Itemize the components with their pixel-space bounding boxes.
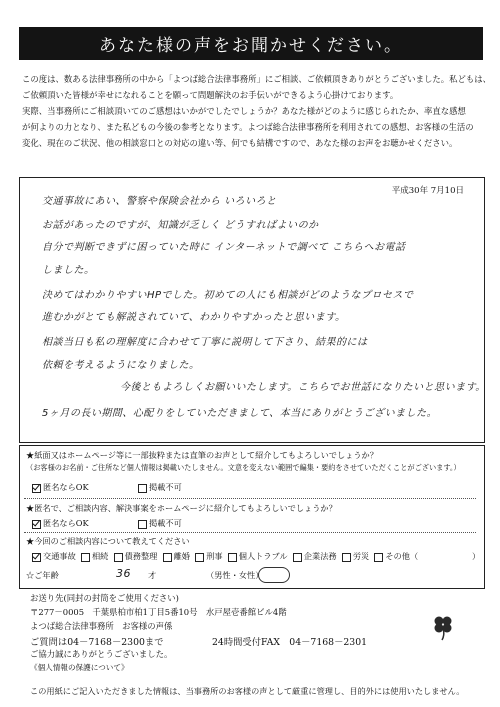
q2-label: ★匿名で、ご相談内容、解決事案をホームページに紹介してもよろしいでしょうか？ [26, 503, 337, 513]
checkbox-icon[interactable] [114, 553, 123, 562]
option-inheritance: 相続 [91, 551, 109, 561]
checkbox-icon[interactable] [228, 553, 237, 562]
checkbox-icon[interactable] [293, 553, 302, 562]
checkbox-checked-icon[interactable] [32, 553, 41, 562]
clover-icon [428, 612, 458, 642]
option-personal: 個人トラブル [238, 551, 288, 561]
handwriting-line-6: 進むかがとても解説されていて、わかりやすかったと思います。 [42, 312, 346, 323]
age-value[interactable]: 36 [116, 567, 131, 580]
other-close-paren: ） [472, 551, 481, 561]
age-label: ☆ご年齢 [26, 570, 59, 580]
checkbox-icon[interactable] [138, 520, 147, 529]
gender-female[interactable]: 女性 [238, 570, 256, 580]
checkbox-icon[interactable] [374, 553, 383, 562]
handwriting-line-2: お話があったのですが、知識が乏しく どうすればよいのか [42, 220, 319, 231]
q1-label: ★紙面又はホームページ等に一部抜粋または直筆のお声として紹介してもよろしいでしょうか？ [26, 450, 378, 460]
option-traffic: 交通事故 [43, 551, 76, 561]
q2-option-anonymous[interactable] [32, 518, 89, 529]
address-postal: 〒277－0005 千葉県柏市柏1丁目5番10号 水戸屋壱番館ビル4階 [30, 607, 287, 617]
q1-note: （お客様のお名前・ご住所など個人情報は掲載いたしません。文意を変えない範囲で編集・要約をさせていただくことがございます。） [26, 463, 461, 472]
q1-option-no-publish[interactable] [138, 482, 182, 493]
consent-form [19, 445, 485, 589]
q1-option-anonymous[interactable] [32, 482, 89, 493]
option-label: 掲載不可 [149, 482, 182, 492]
divider [24, 532, 476, 533]
option-criminal: 刑事 [206, 551, 223, 561]
option-corporate: 企業法務 [303, 551, 337, 561]
gender-male[interactable]: 男性 [214, 570, 231, 580]
option-debt: 債務整理 [124, 551, 158, 561]
gender-separator: ・ [230, 570, 239, 580]
age-unit: 才 [148, 570, 157, 580]
handwriting-line-9: 今後ともよろしくお願いいたします。こちらでお世話になりたいと思います。 [120, 382, 486, 393]
checkbox-icon[interactable] [138, 484, 147, 493]
page-title: あなた様の声をお聞かせください。 [19, 27, 483, 60]
gender-circle-mark [258, 567, 290, 583]
checkbox-icon[interactable] [163, 553, 172, 562]
checkbox-icon[interactable] [195, 553, 204, 562]
intro-line-5: 変化、現在のご状況、他の相談窓口との対応の違い等、何でも結構ですので、あなた様のお声をお聴かせください。 [22, 138, 458, 148]
intro-line-2: ご依頼頂いた皆様が幸せになれることを願って問題解決のお手伝いができるよう心掛けております。 [22, 90, 399, 100]
divider [24, 498, 476, 499]
handwriting-line-10: 5ヶ月の長い期間、心配りをしていただきまして、本当にありがとうございました。 [42, 408, 438, 419]
handwriting-line-4: しました。 [42, 265, 95, 276]
address-label: お送り先(同封の封筒をご使用ください) [30, 593, 179, 603]
intro-line-4: が何よりの力となり、また私どもの今後の参考となります。よつば総合法律事務所を利用されての感想、お客様の生活の [22, 122, 474, 132]
handwriting-line-7: 相談当日も私の理解度に合わせて丁寧に説明して下さり、結果的には [42, 337, 368, 348]
q3-label: ★今回のご相談内容について教えてください [26, 536, 190, 546]
option-other: その他（ [385, 551, 419, 561]
handwriting-line-3: 自分で判断できずに困っていた時に インターネットで調べて こちらへお電話 [42, 242, 406, 253]
address-tel: ご質問は04－7168－2300まで [30, 637, 164, 648]
checkbox-icon[interactable] [342, 553, 351, 562]
option-label: 匿名ならOK [43, 482, 89, 492]
checkbox-checked-icon[interactable] [32, 520, 41, 529]
option-label: 匿名ならOK [43, 518, 89, 528]
privacy-heading: 《個人情報の保護について》 [30, 663, 129, 672]
checkbox-icon[interactable] [81, 553, 90, 562]
intro-line-1: この度は、数ある法律事務所の中から「よつば総合法律事務所」にご相談、ご依頼頂きありがとうございました。私どもは、 [22, 74, 491, 84]
q3-options [32, 551, 418, 562]
address-office: よつば総合法律事務所 お客様の声係 [30, 621, 173, 631]
intro-line-3: 実際、当事務所にご相談頂いてのご感想はいかがでしたでしょうか？あなた様がどのように感じられたか、率直な感想 [22, 106, 466, 116]
handwriting-line-5: 決めてはわかりやすいHPでした。初めての人にも相談がどのようなプロセスで [42, 290, 414, 301]
handwriting-line-8: 依頼を考えるようになりました。 [42, 360, 200, 371]
gender-field: （男性・女性） [206, 570, 264, 580]
footer-note: この用紙にご記入いただきました情報は、当事務所のお客様の声として厳重に管理し、目的外には使用いたしません。 [30, 686, 465, 696]
thanks-text: ご協力誠にありがとうございました。 [30, 649, 173, 659]
testimonial-date: 平成30年 7月10日 [391, 186, 464, 196]
q2-option-no-publish[interactable] [138, 518, 182, 529]
option-label: 掲載不可 [149, 518, 182, 528]
address-fax: 24時間受付FAX 04－7168－2301 [212, 637, 368, 648]
testimonial-box [19, 177, 485, 443]
checkbox-checked-icon[interactable] [32, 484, 41, 493]
option-labor: 労災 [352, 551, 370, 561]
handwriting-line-1: 交通事故にあい、警察や保険会社から いろいろと [42, 196, 277, 207]
option-divorce: 離婚 [173, 551, 190, 561]
